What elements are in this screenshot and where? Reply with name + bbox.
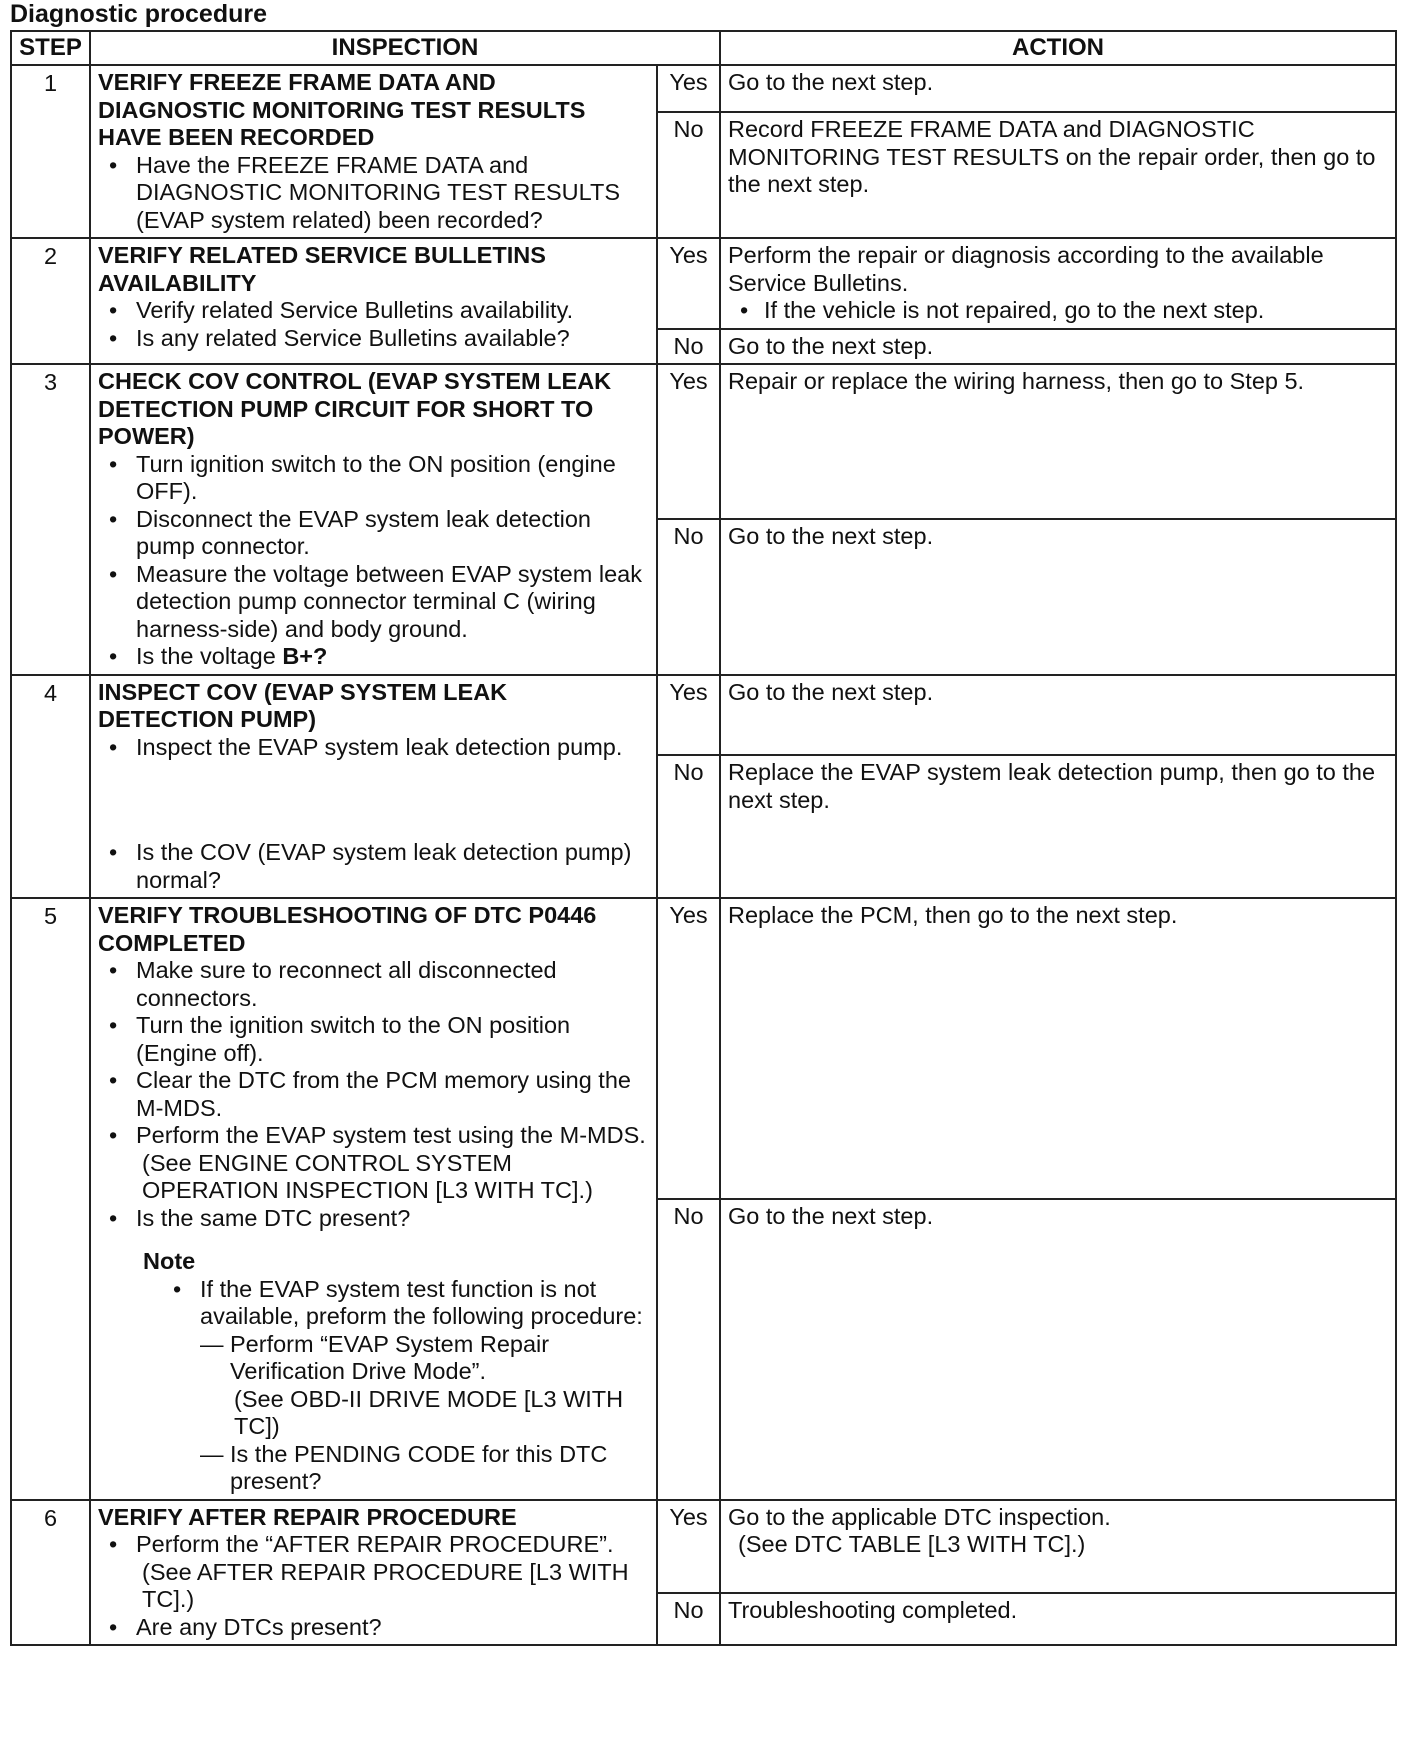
list-item: • Is the same DTC present? <box>136 1205 649 1233</box>
inspection-list <box>98 152 649 235</box>
step-heading: VERIFY RELATED SERVICE BULLETINS AVAILABILITY <box>98 242 546 296</box>
note-dash-item: — Perform “EVAP System Repair Verification Drive Mode”. <box>200 1331 649 1386</box>
list-item: • Clear the DTC from the PCM memory using the M-MDS. <box>136 1067 649 1122</box>
list-item: • If the vehicle is not repaired, go to the next step. <box>764 297 1388 325</box>
step-number: 1 <box>11 65 90 238</box>
list-item <box>136 1531 649 1614</box>
step-heading: VERIFY TROUBLESHOOTING OF DTC P0446 COMPLETED <box>98 902 597 956</box>
note-title: Note <box>143 1248 196 1274</box>
yes-label: Yes <box>657 1500 720 1593</box>
header-inspection: INSPECTION <box>90 31 720 65</box>
yes-label: Yes <box>657 238 720 329</box>
spacer <box>98 761 649 839</box>
table-row <box>11 65 1396 112</box>
list-item-text: Is the voltage <box>136 643 283 669</box>
table-row <box>11 898 1396 1199</box>
no-label: No <box>657 329 720 365</box>
note-text: • If the EVAP system test function is not available, preform the following procedure: <box>200 1275 643 1329</box>
no-action: Replace the EVAP system leak detection pump, then go to the next step. <box>720 755 1396 898</box>
yes-action: Go to the next step. <box>720 675 1396 756</box>
step-heading: VERIFY AFTER REPAIR PROCEDURE <box>98 1503 517 1530</box>
list-item: • Is any related Service Bulletins available? <box>136 325 649 353</box>
note-item <box>200 1276 649 1496</box>
action-list <box>728 297 1388 325</box>
header-action: ACTION <box>720 31 1396 65</box>
diagnostic-procedure-table <box>10 30 1397 1646</box>
list-item <box>136 1122 649 1205</box>
yes-label: Yes <box>657 65 720 112</box>
note-block <box>143 1248 649 1496</box>
inspection-list <box>98 451 649 671</box>
no-action: Record FREEZE FRAME DATA and DIAGNOSTIC MONITORING TEST RESULTS on the repair order, then go to the next step. <box>720 112 1396 238</box>
yes-label: Yes <box>657 364 720 519</box>
list-item <box>136 643 649 671</box>
step-heading: VERIFY FREEZE FRAME DATA AND DIAGNOSTIC MONITORING TEST RESULTS HAVE BEEN RECORDED <box>98 69 586 150</box>
reference-link[interactable]: (See ENGINE CONTROL SYSTEM OPERATION INSPECTION [L3 WITH TC].) <box>142 1149 593 1203</box>
inspection-list <box>98 297 649 352</box>
list-item: • Is the COV (EVAP system leak detection pump) normal? <box>136 839 649 894</box>
yes-action-cell <box>720 238 1396 329</box>
step-number: 6 <box>11 1500 90 1646</box>
step-heading: CHECK COV CONTROL (EVAP SYSTEM LEAK DETECTION PUMP CIRCUIT FOR SHORT TO POWER) <box>98 368 612 449</box>
step-number: 5 <box>11 898 90 1500</box>
no-label: No <box>657 1593 720 1645</box>
note-dash-item: — Is the PENDING CODE for this DTC present? <box>200 1441 649 1496</box>
step-number: 3 <box>11 364 90 675</box>
header-step: STEP <box>11 31 90 65</box>
document-page <box>10 0 1395 1646</box>
list-item: • Turn ignition switch to the ON position (engine OFF). <box>136 451 649 506</box>
list-item-text: • Perform the “AFTER REPAIR PROCEDURE”. <box>136 1531 614 1557</box>
inspection-cell <box>90 65 657 238</box>
list-item: • Inspect the EVAP system leak detection pump. <box>136 734 649 762</box>
yes-action: Repair or replace the wiring harness, then go to Step 5. <box>720 364 1396 519</box>
step-heading: INSPECT COV (EVAP SYSTEM LEAK DETECTION PUMP) <box>98 678 508 732</box>
inspection-cell <box>90 238 657 364</box>
inspection-list <box>98 957 649 1232</box>
table-header-row <box>11 31 1396 65</box>
no-label: No <box>657 519 720 674</box>
no-action: Go to the next step. <box>720 329 1396 365</box>
list-item: • Disconnect the EVAP system leak detection pump connector. <box>136 506 649 561</box>
section-title: Diagnostic procedure <box>10 0 267 28</box>
inspection-cell <box>90 898 657 1500</box>
table-row <box>11 238 1396 329</box>
yes-action: Perform the repair or diagnosis according to the available Service Bulletins. <box>728 242 1324 296</box>
no-label: No <box>657 1199 720 1500</box>
step-number: 4 <box>11 675 90 899</box>
reference-link[interactable]: (See OBD-II DRIVE MODE [L3 WITH TC]) <box>234 1385 624 1439</box>
inspection-cell <box>90 675 657 899</box>
list-item-text: • Perform the EVAP system test using the M-MDS. <box>136 1122 646 1148</box>
table-row <box>11 364 1396 519</box>
inspection-cell <box>90 1500 657 1646</box>
no-label: No <box>657 112 720 238</box>
inspection-list <box>98 839 649 894</box>
no-action: Go to the next step. <box>720 1199 1396 1500</box>
inspection-list <box>98 734 649 762</box>
table-row <box>11 675 1396 756</box>
table-row <box>11 1500 1396 1593</box>
no-label: No <box>657 755 720 898</box>
yes-label: Yes <box>657 898 720 1199</box>
yes-action: Go to the next step. <box>720 65 1396 112</box>
inspection-cell <box>90 364 657 675</box>
list-item: • Are any DTCs present? <box>136 1614 649 1642</box>
note-list <box>143 1276 649 1496</box>
reference-link[interactable]: (See DTC TABLE [L3 WITH TC].) <box>738 1531 1086 1557</box>
reference-link[interactable]: (See AFTER REPAIR PROCEDURE [L3 WITH TC].) <box>142 1558 629 1612</box>
inspection-list <box>98 1531 649 1641</box>
no-action: Go to the next step. <box>720 519 1396 674</box>
yes-action: Go to the applicable DTC inspection. <box>728 1503 1111 1530</box>
voltage-value: B+? <box>282 643 328 669</box>
step-number: 2 <box>11 238 90 364</box>
list-item: • Turn the ignition switch to the ON position (Engine off). <box>136 1012 649 1067</box>
yes-action-cell <box>720 1500 1396 1593</box>
yes-action: Replace the PCM, then go to the next step. <box>720 898 1396 1199</box>
no-action: Troubleshooting completed. <box>720 1593 1396 1645</box>
list-item: • Make sure to reconnect all disconnected connectors. <box>136 957 649 1012</box>
list-item: • Verify related Service Bulletins availability. <box>136 297 649 325</box>
list-item: • Have the FREEZE FRAME DATA and DIAGNOSTIC MONITORING TEST RESULTS (EVAP system related) been recorded? <box>136 152 649 235</box>
yes-label: Yes <box>657 675 720 756</box>
list-item: • Measure the voltage between EVAP system leak detection pump connector terminal C (wiring harness-side) and body ground. <box>136 561 649 644</box>
